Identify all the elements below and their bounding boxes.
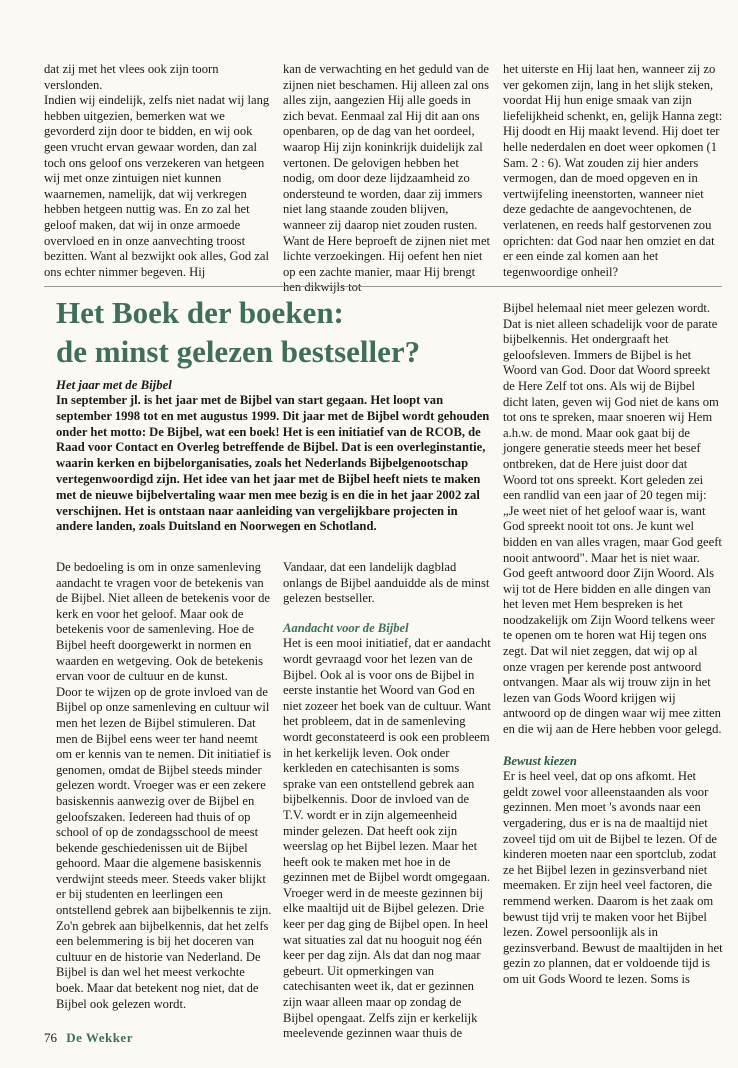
paragraph: De bedoeling is om in onze samenleving aandacht te vragen voor de betekenis van de Bijbel. Niet alleen de betekenis voor de kerk en voor het geloof. Maar ook de betekenis voor de samenleving. Hoe de Bijbel heeft doorgewerkt in normen en waarden en wetgeving. Ook de betekenis ervan voor de cultuur en de kunst. — [56, 560, 271, 684]
section-heading: Aandacht voor de Bijbel — [283, 620, 409, 635]
paragraph: kan de verwachting en het geduld van de zijnen niet beschamen. Hij alleen zal ons alles zijn, aangezien Hij alle goeds in zich bevat. Eenmaal zal Hij dit aan ons openbaren, op de dag van het oordeel, waarop Hij zijn koninkrijk duidelijk zal vertonen. De gelovigen hebben het nodig, om door deze lijdzaamheid zo ondersteund te worden, daar zij immers niet lang staande zouden blijven, wanneer zij daarop niet zouden rusten. Want de Here beproeft de zijnen niet met lichte verzoekingen. Hij oefent hen niet op een zachte manier, maar Hij brengt hen dikwijls tot — [283, 62, 491, 295]
paragraph: Door te wijzen op de grote invloed van de Bijbel op onze samenleving en cultuur wil men het lezen de Bijbel stimuleren. Dat men de Bijbel eens weer ter hand neemt om er kennis van te nemen. Dit initiatief is genomen, omdat de Bijbel steeds minder gelezen wordt. Vroeger was er een zekere basiskennis aanwezig over de Bijbel en geloofszaken. Iedereen had thuis of op school of op de zondagsschool de meest bekende geschiedenissen uit de Bijbel gehoord. Maar die algemene basiskennis verdwijnt steeds meer. Steeds vaker blijkt er bij studenten en leerlingen een ontstellend gebrek aan bijbelkennis te zijn. Zo'n gebrek aan bijbelkennis, dat het zelfs een belemmering is bij het doceren van cultuur en de historie van Nederland. De Bijbel is dan wel het meest verkochte boek. Maar dat betekent nog niet, dat de Bijbel ook gelezen wordt. — [56, 684, 272, 1011]
article-column-1 — [56, 560, 272, 1012]
intro-paragraph: In september jl. is het jaar met de Bijbel van start gegaan. Het loopt van september 1998 tot en met augustus 1999. Dit jaar met de Bijbel wordt gehouden onder het motto: De Bijbel, wat een boek! Het is een initiatief van de RCOB, de Raad voor Contact en Overleg betreffende de Bijbel. Dat is een overleginstantie, waarin kerken en bijbelorganisaties, zoals het Nederlands Bijbelgenootschap vertegenwoordigd zijn. Het idee van het jaar met de Bijbel heeft niets te maken met de nieuwe bijbelvertaling waar men mee bezig is en die in het jaar 2002 zal verschijnen. Het is ontstaan naar aanleiding van vergelijkbare projecten in andere landen, zoals Duitsland en Noorwegen en Schotland. — [56, 393, 490, 534]
top-column-2 — [283, 62, 491, 296]
article-title-line: Het Boek der boeken: — [56, 295, 344, 330]
section-divider — [44, 286, 496, 287]
paragraph: Indien wij eindelijk, zelfs niet nadat wij lang hebben uitgezien, bemerken wat we gevorderd zijn door te bidden, en wij ook geen vrucht ervan gewaar worden, dan zal toch ons geloof ons verzekeren van hetgeen wij met onze zintuigen niet kunnen waarnemen, namelijk, dat wij verkregen hebben hetgeen nuttig was. En zo zal het geloof maken, dat wij in onze armoede overvloed en in onze aanvechting troost bezitten. Want al bezwijkt ook alles, God zal ons echter nimmer begeven. Hij — [44, 93, 270, 279]
paragraph: dat zij met het vlees ook zijn toorn verslonden. — [44, 62, 219, 92]
paragraph: Het is een mooi initiatief, dat er aandacht wordt gevraagd voor het lezen van de Bijbel. Ook al is voor ons de Bijbel in eerste instantie het Woord van God en niet zozeer het boek van de cultuur. Want het probleem, dat in de samenleving wordt geconstateerd is ook een probleem in het kerkelijk leven. Ook onder kerkleden en catechisanten is soms sprake van een ontstellend gebrek aan bijbelkennis. Door de invloed van de T.V. wordt er in zijn algemeenheid minder gelezen. Dat heeft ook zijn weerslag op het Bijbel lezen. Maar het heeft ook te maken met hoe in de gezinnen met de Bijbel wordt omgegaan. Vroeger werd in de meeste gezinnen bij elke maaltijd uit de Bijbel gelezen. Drie keer per dag ging de Bijbel open. In heel wat situaties zal dat nu hooguit nog één keer per dag zijn. Als dat dan nog maar gebeurt. Uit opmerkingen van catechisanten weet ik, dat er gezinnen zijn waar alleen maar op zondag de Bijbel opengaat. Zelfs zijn er kerkelijk meelevende gezinnen waar thuis de — [283, 636, 491, 1041]
paragraph: het uiterste en Hij laat hen, wanneer zij zo ver gekomen zijn, lang in het slijk steken, voordat Hij hun enige smaak van zijn liefelijkheid schenkt, en, gelijk Hanna zegt: Hij doodt en Hij maakt levend. Hij doet ter helle nederdalen en doet weer opkomen (1 Sam. 2 : 6). Wat zouden zij hier anders vermogen, dan de moed opgeven en in vertwijfeling ineenstorten, wanneer niet deze gedachte de aangevochtenen, de verlatenen, en reeds half gestorvenen zou oprichten: dat God naar hen omziet en dat er een einde zal komen aan het tegenwoordige onheil? — [503, 62, 723, 279]
article-title — [56, 293, 496, 371]
article-title-line: de minst gelezen bestseller? — [56, 334, 421, 369]
magazine-name: De Wekker — [66, 1030, 133, 1045]
top-column-3 — [503, 62, 723, 280]
intro-heading: Het jaar met de Bijbel — [56, 378, 172, 392]
page-footer — [44, 1030, 133, 1046]
section-heading: Bewust kiezen — [503, 753, 577, 768]
paragraph: Bijbel helemaal niet meer gelezen wordt. Dat is niet alleen schadelijk voor de parate bijbelkennis. Het ondergraaft het geloofsleven. Immers de Bijbel is het Woord van God. Door dat Woord spreekt de Here Zelf tot ons. Als wij de Bijbel dicht laten, geven wij God niet de kans om tot ons te spreken, maar snoeren wij Hem a.h.w. de mond. Maar ook gaat bij de jongere generatie steeds meer het besef ontbreken, dat de Here juist door dat Woord tot ons spreekt. Kort geleden zei een randlid van een jaar of 20 tegen mij: „Je weet niet of het geloof waar is, want God spreekt nooit tot ons. Je kunt wel bidden en van alles vragen, maar God geeft nooit antwoord". Maar het is niet waar. God geeft antwoord door Zijn Woord. Als wij tot de Here bidden en alle dingen van het leven met Hem bespreken is het noodzakelijk om Zijn Woord telkens weer te openen om te horen wat Hij tegen ons zegt. Dat wil niet zeggen, dat wij op al onze vragen per kerende post antwoord ontvangen. Maar als wij trouw zijn in het lezen van Gods Woord krijgen wij antwoord op de dingen waar wij mee zitten en die wij aan de Here hebben voor gelegd. — [503, 301, 722, 737]
top-column-1 — [44, 62, 272, 280]
section-divider — [496, 286, 722, 287]
paragraph: Er is heel veel, dat op ons afkomt. Het geldt zowel voor alleenstaanden als voor gezinnen. Men moet 's avonds naar een vergadering, dus er is na de maaltijd niet zoveel tijd om uit de Bijbel te lezen. Of de kinderen moeten naar een sportclub, zodat ze het Bijbel lezen in gezinsverband niet meemaken. Er zijn heel veel factoren, die remmend werken. Daarom is het zaak om bewust tijd vrij te maken voor het Bijbel lezen. Zowel persoonlijk als in gezinsverband. Bewust de maaltijden in het gezin zo plannen, dat er voldoende tijd is om uit Gods Woord te lezen. Soms is — [503, 769, 723, 986]
article-column-3 — [503, 301, 723, 988]
page-number: 76 — [44, 1030, 57, 1045]
article-column-2 — [283, 560, 491, 1042]
paragraph: Vandaar, dat een landelijk dagblad onlangs de Bijbel aanduidde als de minst gelezen bestseller. — [283, 560, 490, 606]
